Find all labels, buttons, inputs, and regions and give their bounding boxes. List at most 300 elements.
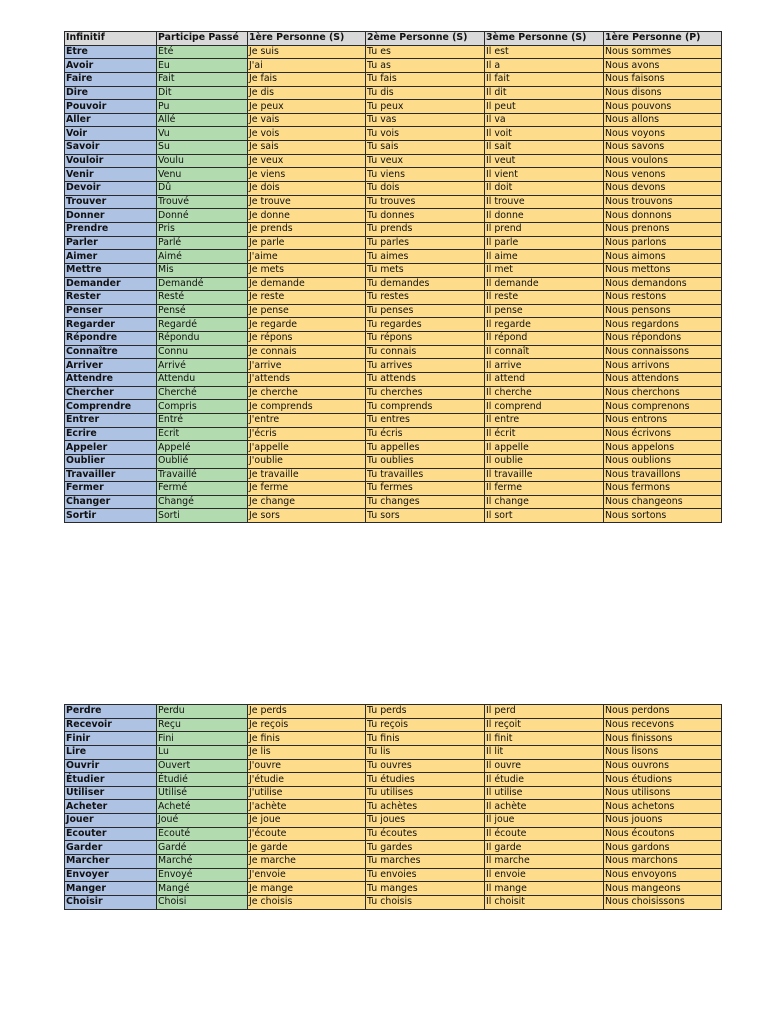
je-form-cell: Je prends xyxy=(248,222,366,236)
table-row xyxy=(65,250,722,264)
il-form-cell: Il ouvre xyxy=(485,759,604,773)
tu-form-cell: Tu trouves xyxy=(366,195,485,209)
je-form-cell: Je fais xyxy=(248,72,366,86)
header-infinitif: Infinitif xyxy=(65,32,157,46)
tu-form-cell: Tu appelles xyxy=(366,441,485,455)
infinitif-cell: Attendre xyxy=(65,373,157,387)
nous-form-cell: Nous comprenons xyxy=(604,400,722,414)
participe-passe-cell: Répondu xyxy=(157,332,248,346)
table-row xyxy=(65,427,722,441)
je-form-cell: Je regarde xyxy=(248,318,366,332)
tu-form-cell: Tu fermes xyxy=(366,482,485,496)
conjugation-table-continued xyxy=(64,704,722,910)
nous-form-cell: Nous devons xyxy=(604,182,722,196)
table-row xyxy=(65,718,722,732)
il-form-cell: Il lit xyxy=(485,745,604,759)
il-form-cell: Il reste xyxy=(485,291,604,305)
je-form-cell: Je choisis xyxy=(248,895,366,909)
infinitif-cell: Arriver xyxy=(65,359,157,373)
participe-passe-cell: Resté xyxy=(157,291,248,305)
participe-passe-cell: Attendu xyxy=(157,373,248,387)
tu-form-cell: Tu répons xyxy=(366,332,485,346)
tu-form-cell: Tu dois xyxy=(366,182,485,196)
nous-form-cell: Nous connaissons xyxy=(604,345,722,359)
participe-passe-cell: Été xyxy=(157,45,248,59)
je-form-cell: Je demande xyxy=(248,277,366,291)
nous-form-cell: Nous finissons xyxy=(604,732,722,746)
il-form-cell: Il prend xyxy=(485,222,604,236)
table-row xyxy=(65,800,722,814)
infinitif-cell: Prendre xyxy=(65,222,157,236)
nous-form-cell: Nous restons xyxy=(604,291,722,305)
il-form-cell: Il achète xyxy=(485,800,604,814)
nous-form-cell: Nous écoutons xyxy=(604,827,722,841)
je-form-cell: Je connais xyxy=(248,345,366,359)
participe-passe-cell: Fait xyxy=(157,72,248,86)
je-form-cell: Je peux xyxy=(248,100,366,114)
il-form-cell: Il entre xyxy=(485,413,604,427)
participe-passe-cell: Mangé xyxy=(157,882,248,896)
il-form-cell: Il met xyxy=(485,263,604,277)
je-form-cell: J'attends xyxy=(248,373,366,387)
infinitif-cell: Connaître xyxy=(65,345,157,359)
tu-form-cell: Tu lis xyxy=(366,745,485,759)
nous-form-cell: Nous ouvrons xyxy=(604,759,722,773)
nous-form-cell: Nous faisons xyxy=(604,72,722,86)
table-row xyxy=(65,113,722,127)
je-form-cell: Je mets xyxy=(248,263,366,277)
table-row xyxy=(65,400,722,414)
header-3eme-personne-singulier: 3ème Personne (S) xyxy=(485,32,604,46)
nous-form-cell: Nous aimons xyxy=(604,250,722,264)
table-row xyxy=(65,45,722,59)
tu-form-cell: Tu achètes xyxy=(366,800,485,814)
je-form-cell: J'aime xyxy=(248,250,366,264)
infinitif-cell: Regarder xyxy=(65,318,157,332)
tu-form-cell: Tu changes xyxy=(366,495,485,509)
participe-passe-cell: Ouvert xyxy=(157,759,248,773)
infinitif-cell: Jouer xyxy=(65,814,157,828)
table-row xyxy=(65,441,722,455)
nous-form-cell: Nous sortons xyxy=(604,509,722,523)
il-form-cell: Il sort xyxy=(485,509,604,523)
infinitif-cell: Penser xyxy=(65,304,157,318)
nous-form-cell: Nous pensons xyxy=(604,304,722,318)
tu-form-cell: Tu arrives xyxy=(366,359,485,373)
tu-form-cell: Tu sors xyxy=(366,509,485,523)
infinitif-cell: Parler xyxy=(65,236,157,250)
infinitif-cell: Faire xyxy=(65,72,157,86)
tu-form-cell: Tu étudies xyxy=(366,773,485,787)
il-form-cell: Il donne xyxy=(485,209,604,223)
participe-passe-cell: Dit xyxy=(157,86,248,100)
nous-form-cell: Nous mangeons xyxy=(604,882,722,896)
il-form-cell: Il écoute xyxy=(485,827,604,841)
je-form-cell: J'oublie xyxy=(248,454,366,468)
nous-form-cell: Nous prenons xyxy=(604,222,722,236)
tu-form-cell: Tu aimes xyxy=(366,250,485,264)
nous-form-cell: Nous voulons xyxy=(604,154,722,168)
infinitif-cell: Lire xyxy=(65,745,157,759)
table-row xyxy=(65,841,722,855)
il-form-cell: Il doit xyxy=(485,182,604,196)
nous-form-cell: Nous oublions xyxy=(604,454,722,468)
table-row xyxy=(65,732,722,746)
tu-form-cell: Tu veux xyxy=(366,154,485,168)
nous-form-cell: Nous étudions xyxy=(604,773,722,787)
table-row xyxy=(65,855,722,869)
tu-form-cell: Tu écris xyxy=(366,427,485,441)
il-form-cell: Il fait xyxy=(485,72,604,86)
table-row xyxy=(65,827,722,841)
participe-passe-cell: Acheté xyxy=(157,800,248,814)
nous-form-cell: Nous trouvons xyxy=(604,195,722,209)
participe-passe-cell: Demandé xyxy=(157,277,248,291)
infinitif-cell: Être xyxy=(65,45,157,59)
je-form-cell: Je comprends xyxy=(248,400,366,414)
table-row xyxy=(65,72,722,86)
infinitif-cell: Appeler xyxy=(65,441,157,455)
il-form-cell: Il a xyxy=(485,59,604,73)
participe-passe-cell: Pris xyxy=(157,222,248,236)
header-2eme-personne-singulier: 2ème Personne (S) xyxy=(366,32,485,46)
tu-form-cell: Tu fais xyxy=(366,72,485,86)
je-form-cell: J'achète xyxy=(248,800,366,814)
table-row xyxy=(65,86,722,100)
participe-passe-cell: Fini xyxy=(157,732,248,746)
il-form-cell: Il perd xyxy=(485,705,604,719)
participe-passe-cell: Travaillé xyxy=(157,468,248,482)
je-form-cell: Je pense xyxy=(248,304,366,318)
nous-form-cell: Nous marchons xyxy=(604,855,722,869)
il-form-cell: Il connaît xyxy=(485,345,604,359)
nous-form-cell: Nous attendons xyxy=(604,373,722,387)
je-form-cell: Je lis xyxy=(248,745,366,759)
infinitif-cell: Dire xyxy=(65,86,157,100)
infinitif-cell: Avoir xyxy=(65,59,157,73)
nous-form-cell: Nous cherchons xyxy=(604,386,722,400)
nous-form-cell: Nous répondons xyxy=(604,332,722,346)
nous-form-cell: Nous avons xyxy=(604,59,722,73)
participe-passe-cell: Écrit xyxy=(157,427,248,441)
il-form-cell: Il écrit xyxy=(485,427,604,441)
tu-form-cell: Tu comprends xyxy=(366,400,485,414)
il-form-cell: Il garde xyxy=(485,841,604,855)
participe-passe-cell: Mis xyxy=(157,263,248,277)
je-form-cell: Je trouve xyxy=(248,195,366,209)
je-form-cell: Je mange xyxy=(248,882,366,896)
participe-passe-cell: Utilisé xyxy=(157,786,248,800)
infinitif-cell: Perdre xyxy=(65,705,157,719)
infinitif-cell: Trouver xyxy=(65,195,157,209)
table-row xyxy=(65,209,722,223)
nous-form-cell: Nous disons xyxy=(604,86,722,100)
tu-form-cell: Tu ouvres xyxy=(366,759,485,773)
participe-passe-cell: Cherché xyxy=(157,386,248,400)
je-form-cell: J'envoie xyxy=(248,868,366,882)
table-row xyxy=(65,222,722,236)
participe-passe-cell: Parlé xyxy=(157,236,248,250)
il-form-cell: Il parle xyxy=(485,236,604,250)
il-form-cell: Il envoie xyxy=(485,868,604,882)
header-row xyxy=(65,32,722,46)
participe-passe-cell: Étudié xyxy=(157,773,248,787)
je-form-cell: J'arrive xyxy=(248,359,366,373)
je-form-cell: Je dis xyxy=(248,86,366,100)
table-row xyxy=(65,814,722,828)
table-row xyxy=(65,127,722,141)
il-form-cell: Il travaille xyxy=(485,468,604,482)
table-row xyxy=(65,345,722,359)
il-form-cell: Il utilise xyxy=(485,786,604,800)
il-form-cell: Il regarde xyxy=(485,318,604,332)
je-form-cell: Je cherche xyxy=(248,386,366,400)
table-row xyxy=(65,195,722,209)
table-row xyxy=(65,509,722,523)
infinitif-cell: Garder xyxy=(65,841,157,855)
participe-passe-cell: Pu xyxy=(157,100,248,114)
je-form-cell: Je sais xyxy=(248,141,366,155)
header-participe-passe: Participe Passé xyxy=(157,32,248,46)
participe-passe-cell: Voulu xyxy=(157,154,248,168)
je-form-cell: Je perds xyxy=(248,705,366,719)
participe-passe-cell: Regardé xyxy=(157,318,248,332)
table-row xyxy=(65,468,722,482)
il-form-cell: Il appelle xyxy=(485,441,604,455)
il-form-cell: Il reçoit xyxy=(485,718,604,732)
table-row xyxy=(65,882,722,896)
je-form-cell: Je travaille xyxy=(248,468,366,482)
infinitif-cell: Aller xyxy=(65,113,157,127)
infinitif-cell: Changer xyxy=(65,495,157,509)
tu-form-cell: Tu dis xyxy=(366,86,485,100)
il-form-cell: Il demande xyxy=(485,277,604,291)
nous-form-cell: Nous venons xyxy=(604,168,722,182)
participe-passe-cell: Donné xyxy=(157,209,248,223)
header-1ere-personne-singulier: 1ère Personne (S) xyxy=(248,32,366,46)
header-1ere-personne-pluriel: 1ère Personne (P) xyxy=(604,32,722,46)
tu-form-cell: Tu es xyxy=(366,45,485,59)
participe-passe-cell: Choisi xyxy=(157,895,248,909)
participe-passe-cell: Pensé xyxy=(157,304,248,318)
infinitif-cell: Sortir xyxy=(65,509,157,523)
infinitif-cell: Fermer xyxy=(65,482,157,496)
je-form-cell: Je viens xyxy=(248,168,366,182)
il-form-cell: Il pense xyxy=(485,304,604,318)
tu-form-cell: Tu oublies xyxy=(366,454,485,468)
table-row xyxy=(65,868,722,882)
nous-form-cell: Nous mettons xyxy=(604,263,722,277)
participe-passe-cell: Trouvé xyxy=(157,195,248,209)
infinitif-cell: Envoyer xyxy=(65,868,157,882)
nous-form-cell: Nous achetons xyxy=(604,800,722,814)
infinitif-cell: Pouvoir xyxy=(65,100,157,114)
table-row xyxy=(65,413,722,427)
il-form-cell: Il joue xyxy=(485,814,604,828)
tu-form-cell: Tu as xyxy=(366,59,485,73)
infinitif-cell: Demander xyxy=(65,277,157,291)
table-row xyxy=(65,154,722,168)
table-row xyxy=(65,59,722,73)
table-row xyxy=(65,745,722,759)
participe-passe-cell: Envoyé xyxy=(157,868,248,882)
table-row xyxy=(65,182,722,196)
infinitif-cell: Acheter xyxy=(65,800,157,814)
nous-form-cell: Nous entrons xyxy=(604,413,722,427)
je-form-cell: J'entre xyxy=(248,413,366,427)
participe-passe-cell: Compris xyxy=(157,400,248,414)
je-form-cell: Je garde xyxy=(248,841,366,855)
nous-form-cell: Nous parlons xyxy=(604,236,722,250)
nous-form-cell: Nous savons xyxy=(604,141,722,155)
nous-form-cell: Nous donnons xyxy=(604,209,722,223)
table-row xyxy=(65,263,722,277)
je-form-cell: Je vais xyxy=(248,113,366,127)
infinitif-cell: Répondre xyxy=(65,332,157,346)
je-form-cell: Je donne xyxy=(248,209,366,223)
infinitif-cell: Recevoir xyxy=(65,718,157,732)
table-row xyxy=(65,304,722,318)
tu-form-cell: Tu vas xyxy=(366,113,485,127)
tu-form-cell: Tu marches xyxy=(366,855,485,869)
tu-form-cell: Tu parles xyxy=(366,236,485,250)
participe-passe-cell: Perdu xyxy=(157,705,248,719)
infinitif-cell: Écouter xyxy=(65,827,157,841)
participe-passe-cell: Allé xyxy=(157,113,248,127)
je-form-cell: J'utilise xyxy=(248,786,366,800)
je-form-cell: J'appelle xyxy=(248,441,366,455)
tu-form-cell: Tu écoutes xyxy=(366,827,485,841)
nous-form-cell: Nous appelons xyxy=(604,441,722,455)
table-row xyxy=(65,100,722,114)
table-row xyxy=(65,759,722,773)
il-form-cell: Il ferme xyxy=(485,482,604,496)
table-row xyxy=(65,895,722,909)
infinitif-cell: Rester xyxy=(65,291,157,305)
infinitif-cell: Donner xyxy=(65,209,157,223)
il-form-cell: Il peut xyxy=(485,100,604,114)
tu-form-cell: Tu manges xyxy=(366,882,485,896)
participe-passe-cell: Eu xyxy=(157,59,248,73)
participe-passe-cell: Joué xyxy=(157,814,248,828)
il-form-cell: Il oublie xyxy=(485,454,604,468)
il-form-cell: Il étudie xyxy=(485,773,604,787)
infinitif-cell: Marcher xyxy=(65,855,157,869)
tu-form-cell: Tu restes xyxy=(366,291,485,305)
infinitif-cell: Étudier xyxy=(65,773,157,787)
nous-form-cell: Nous pouvons xyxy=(604,100,722,114)
participe-passe-cell: Lu xyxy=(157,745,248,759)
il-form-cell: Il attend xyxy=(485,373,604,387)
je-form-cell: J'ai xyxy=(248,59,366,73)
nous-form-cell: Nous envoyons xyxy=(604,868,722,882)
table-body-continued xyxy=(65,705,722,910)
je-form-cell: Je change xyxy=(248,495,366,509)
participe-passe-cell: Changé xyxy=(157,495,248,509)
je-form-cell: Je joue xyxy=(248,814,366,828)
nous-form-cell: Nous voyons xyxy=(604,127,722,141)
nous-form-cell: Nous changeons xyxy=(604,495,722,509)
il-form-cell: Il aime xyxy=(485,250,604,264)
table-row xyxy=(65,386,722,400)
tu-form-cell: Tu attends xyxy=(366,373,485,387)
infinitif-cell: Finir xyxy=(65,732,157,746)
participe-passe-cell: Gardé xyxy=(157,841,248,855)
nous-form-cell: Nous utilisons xyxy=(604,786,722,800)
nous-form-cell: Nous gardons xyxy=(604,841,722,855)
table-row xyxy=(65,359,722,373)
je-form-cell: Je répons xyxy=(248,332,366,346)
participe-passe-cell: Écouté xyxy=(157,827,248,841)
tu-form-cell: Tu finis xyxy=(366,732,485,746)
nous-form-cell: Nous regardons xyxy=(604,318,722,332)
tu-form-cell: Tu joues xyxy=(366,814,485,828)
table-row xyxy=(65,373,722,387)
nous-form-cell: Nous jouons xyxy=(604,814,722,828)
participe-passe-cell: Aimé xyxy=(157,250,248,264)
tu-form-cell: Tu viens xyxy=(366,168,485,182)
tu-form-cell: Tu vois xyxy=(366,127,485,141)
tu-form-cell: Tu mets xyxy=(366,263,485,277)
participe-passe-cell: Venu xyxy=(157,168,248,182)
table-row xyxy=(65,141,722,155)
table-row xyxy=(65,236,722,250)
participe-passe-cell: Marché xyxy=(157,855,248,869)
participe-passe-cell: Entré xyxy=(157,413,248,427)
table-row xyxy=(65,786,722,800)
infinitif-cell: Manger xyxy=(65,882,157,896)
il-form-cell: Il change xyxy=(485,495,604,509)
participe-passe-cell: Arrivé xyxy=(157,359,248,373)
infinitif-cell: Devoir xyxy=(65,182,157,196)
tu-form-cell: Tu sais xyxy=(366,141,485,155)
il-form-cell: Il dit xyxy=(485,86,604,100)
nous-form-cell: Nous allons xyxy=(604,113,722,127)
nous-form-cell: Nous lisons xyxy=(604,745,722,759)
il-form-cell: Il arrive xyxy=(485,359,604,373)
il-form-cell: Il va xyxy=(485,113,604,127)
participe-passe-cell: Vu xyxy=(157,127,248,141)
table-row xyxy=(65,454,722,468)
tu-form-cell: Tu donnes xyxy=(366,209,485,223)
nous-form-cell: Nous fermons xyxy=(604,482,722,496)
il-form-cell: Il voit xyxy=(485,127,604,141)
infinitif-cell: Voir xyxy=(65,127,157,141)
infinitif-cell: Choisir xyxy=(65,895,157,909)
infinitif-cell: Vouloir xyxy=(65,154,157,168)
tu-form-cell: Tu utilises xyxy=(366,786,485,800)
table-row xyxy=(65,318,722,332)
tu-form-cell: Tu perds xyxy=(366,705,485,719)
il-form-cell: Il marche xyxy=(485,855,604,869)
infinitif-cell: Aimer xyxy=(65,250,157,264)
je-form-cell: Je reste xyxy=(248,291,366,305)
tu-form-cell: Tu gardes xyxy=(366,841,485,855)
il-form-cell: Il choisit xyxy=(485,895,604,909)
je-form-cell: Je dois xyxy=(248,182,366,196)
infinitif-cell: Travailler xyxy=(65,468,157,482)
table-row xyxy=(65,773,722,787)
tu-form-cell: Tu envoies xyxy=(366,868,485,882)
je-form-cell: Je suis xyxy=(248,45,366,59)
je-form-cell: Je marche xyxy=(248,855,366,869)
nous-form-cell: Nous écrivons xyxy=(604,427,722,441)
table-row xyxy=(65,482,722,496)
participe-passe-cell: Connu xyxy=(157,345,248,359)
je-form-cell: Je veux xyxy=(248,154,366,168)
je-form-cell: Je sors xyxy=(248,509,366,523)
je-form-cell: Je reçois xyxy=(248,718,366,732)
